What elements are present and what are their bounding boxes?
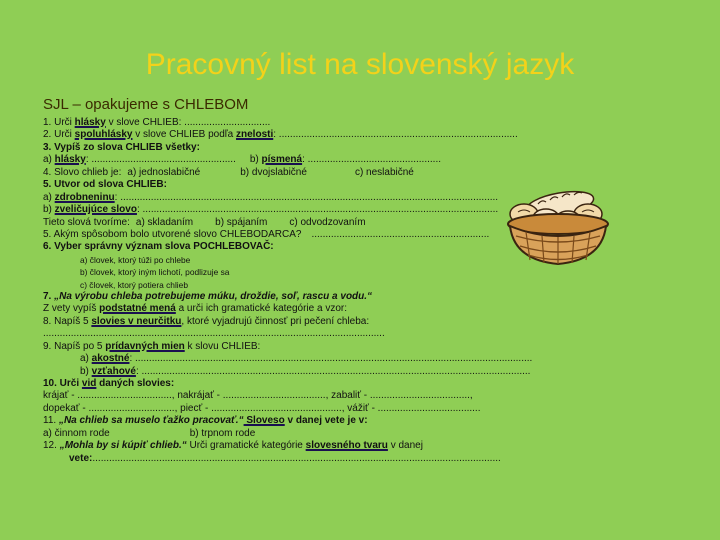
question-5-formation: Tieto slová tvoríme: a) skladaním b) spájaním c) odvodzovaním <box>43 216 366 228</box>
question-4: 4. Slovo chlieb je: a) jednoslabičné b) dvojslabičné c) neslabičné <box>43 166 414 178</box>
question-10-line-1: krájať - .................................., nakrájať - ....................................., zabaliť - ...................................., <box>43 390 473 402</box>
question-7-task: Z vety vypíš podstatné mená a urči ich gramatické kategórie a vzor: <box>43 303 347 315</box>
question-1: 1. Urči hlásky v slove CHLIEB: ............................... <box>43 117 271 128</box>
question-5: 5. Utvor od slova CHLIEB: <box>43 179 167 191</box>
worksheet-subtitle: SJL – opakujeme s CHLEBOM <box>43 96 249 113</box>
question-10-line-2: dopekať - ..............................., piecť - ..............................................., vážiť - ..................................... <box>43 402 481 414</box>
question-12: 12. „Mohla by si kúpiť chlieb.“ Urči gramatické kategórie slovesného tvaru v danej <box>43 440 423 452</box>
question-6-option-b: b) človek, ktorý iným lichotí, podlizuje sa <box>80 267 230 278</box>
question-8: 8. Napíš 5 slovies v neurčitku, ktoré vyjadrujú činnosť pri pečení chleba: <box>43 315 370 327</box>
question-9-a: a) akostné: ............................................................................................................................................... <box>80 353 533 365</box>
question-6-option-c: c) človek, ktorý potiera chlieb <box>80 279 188 290</box>
question-8-answer-line: ........................................................................................................................... <box>43 328 385 340</box>
question-2: 2. Urči spoluhlásky v slove CHLIEB podľa znelosti: ...................................................................................... <box>43 129 518 141</box>
question-5-b: b) zveličujúce slovo: ................................................................................................................................ <box>43 204 499 216</box>
question-7: 7. „Na výrobu chleba potrebujeme múku, droždie, soľ, rascu a vodu.“ <box>43 290 373 302</box>
question-12-answer: vete:................................................................................................................................................... <box>69 452 501 464</box>
question-6-option-a: a) človek, ktorý túži po chlebe <box>80 254 191 265</box>
question-5-chlebodarca: 5. Akým spôsobom bolo utvorené slovo CHLEBODARCA? ................................................................ <box>43 228 490 240</box>
question-3: 3. Vypíš zo slova CHLIEB všetky: <box>43 141 200 153</box>
question-3-answers: a) hlásky: .................................................... b) písmená: ................................................ <box>43 154 442 166</box>
worksheet-body <box>43 117 683 465</box>
question-9-b: b) vzťahové: ............................................................................................................................................ <box>80 365 531 377</box>
question-5-a: a) zdrobneninu: ........................................................................................................................................ <box>43 191 499 203</box>
question-9: 9. Napíš po 5 prídavných mien k slovu CHLIEB: <box>43 340 261 352</box>
question-11-options: a) činnom rode b) trpnom rode <box>43 427 256 439</box>
bread-basket-image <box>502 182 614 268</box>
question-11: 11. „Na chlieb sa muselo ťažko pracovať.“ Sloveso v danej vete je v: <box>43 415 368 427</box>
question-10: 10. Urči vid daných slovies: <box>43 378 175 390</box>
question-6: 6. Vyber správny význam slova POCHLEBOVAČ: <box>43 241 274 253</box>
page-title: Pracovný list na slovenský jazyk <box>145 48 575 81</box>
